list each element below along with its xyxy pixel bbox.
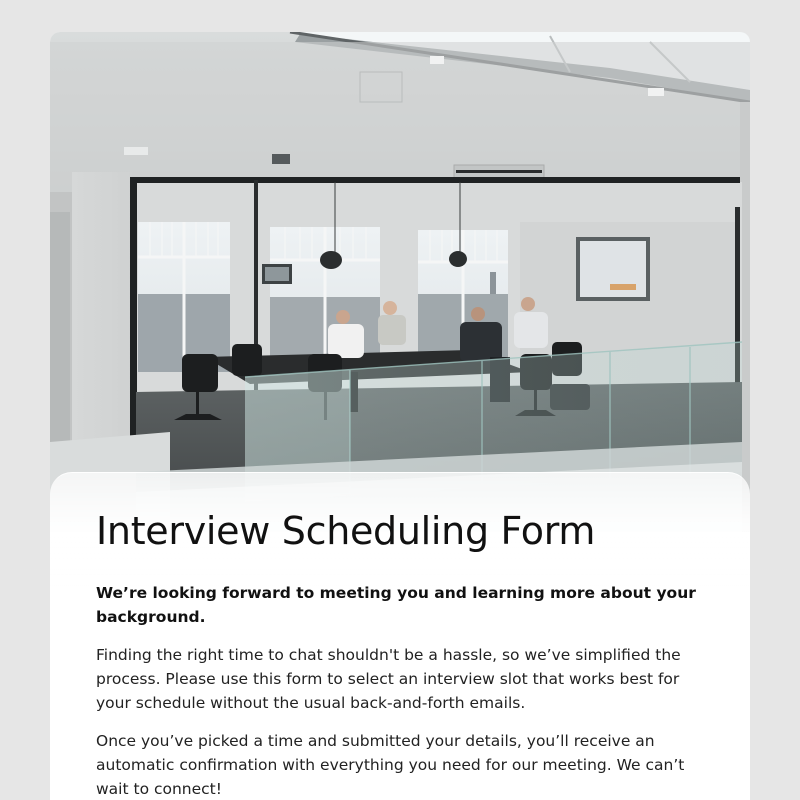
form-paragraph: Once you’ve picked a time and submitted your details, you’ll receive an automatic confirmation with everything you need for our meeting. We can’t wait to connect! (96, 732, 685, 798)
hero-image (50, 32, 750, 532)
form-title: Interview Scheduling Form (96, 509, 596, 553)
form-card (50, 32, 750, 800)
form-lead-text: We’re looking forward to meeting you and learning more about your background. (96, 584, 696, 626)
form-intro-panel (50, 472, 750, 800)
meeting-room-photo (50, 32, 750, 532)
form-paragraph: Finding the right time to chat shouldn't be a hassle, so we’ve simplified the process. Please use this form to select an interview slot that works best for your schedule without the usual back-and-forth emails. (96, 646, 681, 712)
